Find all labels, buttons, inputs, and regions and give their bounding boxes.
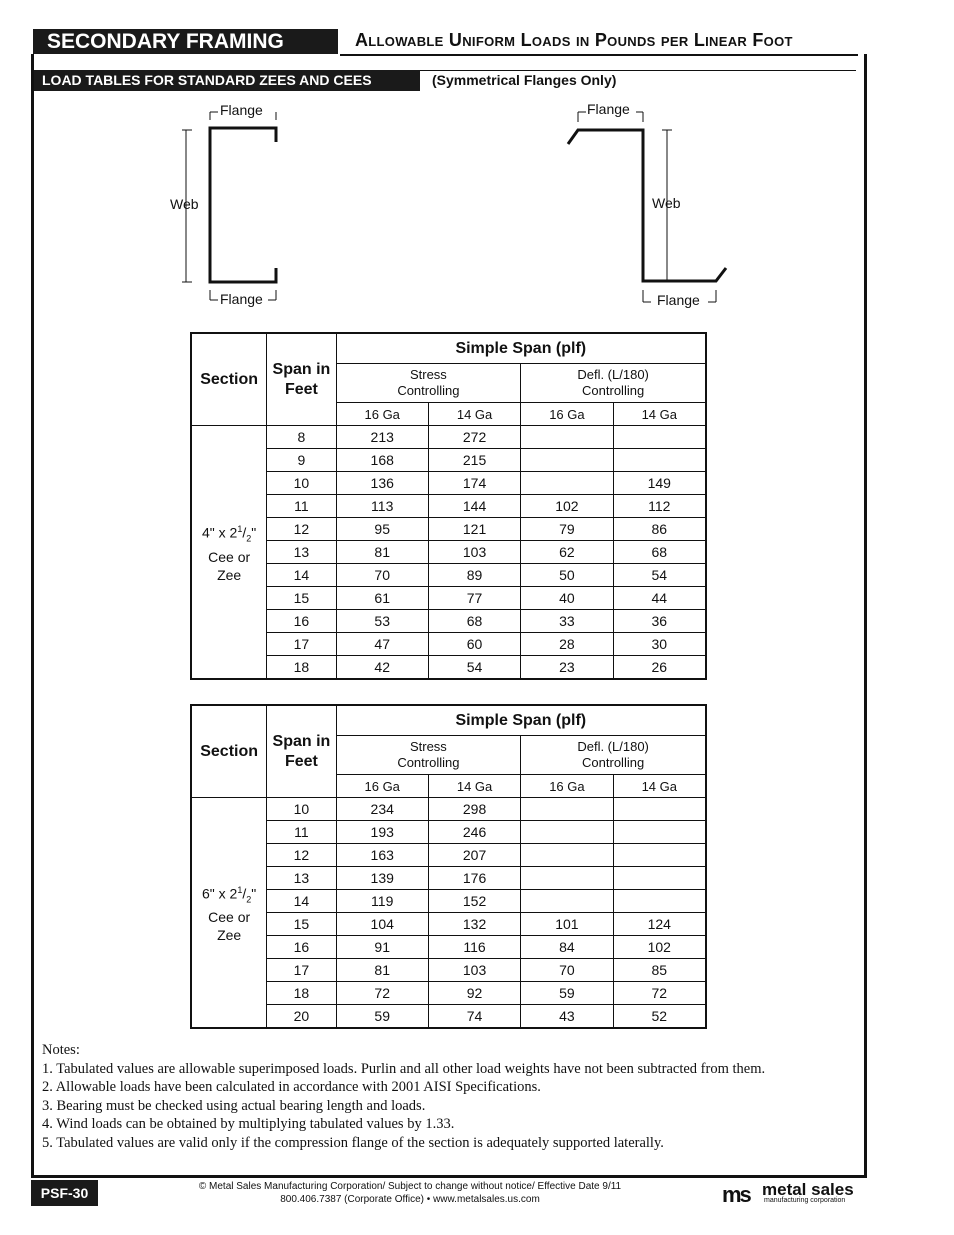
table-body — [191, 798, 706, 1029]
span-cell: 8 — [267, 426, 336, 449]
load-cell: 74 — [428, 1005, 520, 1029]
stress-controlling-header — [336, 736, 521, 775]
table-row — [191, 610, 706, 633]
load-table-4in — [190, 332, 707, 680]
load-cell: 59 — [521, 982, 613, 1005]
section-type: Zee — [217, 927, 242, 944]
load-cell: 152 — [428, 890, 520, 913]
load-cell: 61 — [336, 587, 428, 610]
load-cell: 213 — [336, 426, 428, 449]
load-cell: 86 — [613, 518, 706, 541]
defl-line2: Controlling — [582, 755, 645, 770]
span-cell: 20 — [267, 1005, 336, 1029]
span-cell: 14 — [267, 890, 336, 913]
span-header — [267, 333, 336, 426]
logo-subtitle: manufacturing corporation — [764, 1197, 846, 1204]
logo-mark: ms — [722, 1182, 750, 1207]
load-cell — [521, 844, 613, 867]
load-cell: 59 — [336, 1005, 428, 1029]
load-cell: 234 — [336, 798, 428, 821]
load-cell: 92 — [428, 982, 520, 1005]
table-row — [191, 587, 706, 610]
load-cell: 23 — [521, 656, 613, 680]
section-type: Cee or — [208, 909, 251, 926]
simple-span-header: Simple Span (plf) — [336, 333, 706, 364]
load-cell: 68 — [428, 610, 520, 633]
load-cell: 215 — [428, 449, 520, 472]
gauge-header: 14 Ga — [613, 403, 706, 426]
load-cell: 81 — [336, 959, 428, 982]
span-header-line1: Span in — [272, 732, 331, 750]
simple-span-header: Simple Span (plf) — [336, 705, 706, 736]
stress-line2: Controlling — [397, 755, 460, 770]
table-row — [191, 495, 706, 518]
footer-copyright: © Metal Sales Manufacturing Corporation/ Subject to change without notice/ Effective Date 9/11 — [198, 1181, 622, 1192]
load-cell: 113 — [336, 495, 428, 518]
table-row — [191, 518, 706, 541]
load-cell: 176 — [428, 867, 520, 890]
load-cell: 70 — [336, 564, 428, 587]
load-cell: 44 — [613, 587, 706, 610]
load-cell — [521, 449, 613, 472]
load-cell — [521, 798, 613, 821]
table-row — [191, 633, 706, 656]
table-row — [191, 982, 706, 1005]
page-subtitle: Allowable Uniform Loads in Pounds per Linear Foot — [355, 30, 793, 50]
load-cell: 298 — [428, 798, 520, 821]
gauge-header: 14 Ga — [613, 775, 706, 798]
span-cell: 17 — [267, 959, 336, 982]
span-cell: 10 — [267, 472, 336, 495]
load-cell: 85 — [613, 959, 706, 982]
section-type: Zee — [217, 566, 242, 583]
load-cell: 54 — [428, 656, 520, 680]
defl-line2: Controlling — [582, 383, 645, 398]
defl-line1: Defl. (L/180) — [577, 367, 649, 382]
table-row — [191, 472, 706, 495]
table-row — [191, 959, 706, 982]
load-cell: 139 — [336, 867, 428, 890]
load-cell: 84 — [521, 936, 613, 959]
load-cell: 149 — [613, 472, 706, 495]
section-cell: 4" x $2^1/_2$" Cee or Zee — [191, 426, 267, 680]
load-cell: 246 — [428, 821, 520, 844]
load-cell: 70 — [521, 959, 613, 982]
span-cell: 16 — [267, 610, 336, 633]
inch-mark: " — [251, 885, 257, 902]
note-item: 2. Allowable loads have been calculated in accordance with 2001 AISI Specifications. — [42, 1079, 541, 1095]
table-row — [191, 890, 706, 913]
table-row — [191, 656, 706, 680]
load-cell — [613, 449, 706, 472]
load-cell: 103 — [428, 541, 520, 564]
section-type: Cee or — [208, 548, 251, 565]
note-item: 3. Bearing must be checked using actual bearing length and loads. — [42, 1097, 426, 1114]
load-cell — [613, 798, 706, 821]
span-cell: 14 — [267, 564, 336, 587]
load-cell: 42 — [336, 656, 428, 680]
page-number: PSF-30 — [31, 1180, 98, 1206]
table-row — [191, 564, 706, 587]
span-cell: 11 — [267, 495, 336, 518]
load-cell: 116 — [428, 936, 520, 959]
load-cell: 52 — [613, 1005, 706, 1029]
stress-line2: Controlling — [397, 383, 460, 398]
span-cell: 15 — [267, 587, 336, 610]
load-cell: 62 — [521, 541, 613, 564]
zee-web-label: Web — [652, 195, 681, 211]
load-cell: 174 — [428, 472, 520, 495]
note-item: 1. Tabulated values are allowable superimposed loads. Purlin and all other load weights have not been subtracted from them. — [42, 1060, 766, 1077]
gauge-header: 14 Ga — [428, 403, 520, 426]
fraction-denominator: 2 — [246, 894, 252, 905]
stress-line1: Stress — [409, 367, 447, 382]
load-cell — [521, 890, 613, 913]
gauge-header: 16 Ga — [521, 775, 613, 798]
load-cell: 79 — [521, 518, 613, 541]
span-cell: 12 — [267, 518, 336, 541]
metal-sales-logo — [722, 1180, 872, 1208]
stress-line1: Stress — [409, 739, 447, 754]
section-note: (Symmetrical Flanges Only) — [432, 72, 617, 88]
table-row — [191, 541, 706, 564]
section-profile-diagrams — [0, 0, 954, 330]
span-cell: 10 — [267, 798, 336, 821]
span-cell: 18 — [267, 656, 336, 680]
gauge-header: 16 Ga — [336, 403, 428, 426]
section-label: LOAD TABLES FOR STANDARD ZEES AND CEES — [34, 70, 420, 91]
load-cell — [613, 890, 706, 913]
load-cell: 50 — [521, 564, 613, 587]
table-row — [191, 844, 706, 867]
load-cell: 121 — [428, 518, 520, 541]
load-cell: 272 — [428, 426, 520, 449]
load-cell — [613, 426, 706, 449]
table-row — [191, 449, 706, 472]
load-cell: 95 — [336, 518, 428, 541]
load-cell: 124 — [613, 913, 706, 936]
load-cell: 72 — [613, 982, 706, 1005]
zee-profile — [568, 112, 726, 302]
span-header-line2: Feet — [284, 380, 318, 398]
span-cell: 17 — [267, 633, 336, 656]
load-cell: 207 — [428, 844, 520, 867]
page-title: SECONDARY FRAMING — [33, 29, 338, 54]
span-cell: 11 — [267, 821, 336, 844]
defl-line1: Defl. (L/180) — [577, 739, 649, 754]
span-cell: 12 — [267, 844, 336, 867]
load-cell: 40 — [521, 587, 613, 610]
load-cell: 60 — [428, 633, 520, 656]
load-cell: 103 — [428, 959, 520, 982]
load-cell: 26 — [613, 656, 706, 680]
section-size: 6" x 2 — [202, 885, 238, 902]
span-cell: 15 — [267, 913, 336, 936]
load-cell: 81 — [336, 541, 428, 564]
load-cell: 33 — [521, 610, 613, 633]
defl-controlling-header — [521, 364, 706, 403]
note-item: 5. Tabulated values are valid only if the compression flange of the section is adequately supported laterally. — [42, 1134, 664, 1151]
load-cell: 47 — [336, 633, 428, 656]
load-cell: 112 — [613, 495, 706, 518]
table-row — [191, 936, 706, 959]
span-cell: 13 — [267, 867, 336, 890]
load-cell — [521, 472, 613, 495]
load-cell: 28 — [521, 633, 613, 656]
cee-web-label: Web — [170, 196, 199, 212]
table-body — [191, 426, 706, 680]
gauge-header: 14 Ga — [428, 775, 520, 798]
fraction-numerator: 1 — [237, 884, 243, 895]
load-cell: 91 — [336, 936, 428, 959]
load-cell: 102 — [613, 936, 706, 959]
load-cell — [613, 821, 706, 844]
fraction-denominator: 2 — [246, 533, 252, 544]
load-cell: 77 — [428, 587, 520, 610]
load-cell: 144 — [428, 495, 520, 518]
load-cell: 163 — [336, 844, 428, 867]
notes-heading: Notes: — [42, 1042, 80, 1058]
cee-bottom-flange-label: Flange — [220, 291, 263, 307]
section-size: 4" x 2 — [202, 524, 238, 541]
table-row — [191, 821, 706, 844]
span-cell: 18 — [267, 982, 336, 1005]
load-cell — [521, 867, 613, 890]
load-cell: 89 — [428, 564, 520, 587]
defl-controlling-header — [521, 736, 706, 775]
fraction-numerator: 1 — [237, 524, 243, 535]
load-table-6in — [190, 704, 707, 1029]
span-header-line1: Span in — [272, 360, 331, 378]
gauge-header: 16 Ga — [336, 775, 428, 798]
load-cell: 30 — [613, 633, 706, 656]
notes — [42, 1041, 765, 1152]
load-cell — [613, 844, 706, 867]
section-header: Section — [191, 333, 267, 426]
load-cell: 168 — [336, 449, 428, 472]
note-item: 4. Wind loads can be obtained by multiplying tabulated values by 1.33. — [42, 1116, 455, 1132]
load-cell: 119 — [336, 890, 428, 913]
table-row — [191, 913, 706, 936]
load-cell: 102 — [521, 495, 613, 518]
load-cell: 193 — [336, 821, 428, 844]
span-cell: 13 — [267, 541, 336, 564]
load-cell: 53 — [336, 610, 428, 633]
span-cell: 16 — [267, 936, 336, 959]
section-cell: 6" x $2^1/_2$" Cee or Zee — [191, 798, 267, 1029]
load-cell: 68 — [613, 541, 706, 564]
footer-text — [150, 1180, 670, 1206]
table-row — [191, 1005, 706, 1029]
load-cell: 36 — [613, 610, 706, 633]
span-cell: 9 — [267, 449, 336, 472]
zee-top-flange-label: Flange — [587, 101, 630, 117]
cee-top-flange-label: Flange — [220, 102, 263, 118]
gauge-header: 16 Ga — [521, 403, 613, 426]
load-cell: 136 — [336, 472, 428, 495]
table-row — [191, 426, 706, 449]
load-cell: 101 — [521, 913, 613, 936]
load-cell — [521, 426, 613, 449]
load-cell — [521, 821, 613, 844]
footer-contact: 800.406.7387 (Corporate Office) • www.metalsales.us.com — [280, 1194, 540, 1205]
load-cell: 104 — [336, 913, 428, 936]
load-cell: 132 — [428, 913, 520, 936]
span-header — [267, 705, 336, 798]
load-cell: 54 — [613, 564, 706, 587]
table-row — [191, 798, 706, 821]
stress-controlling-header — [336, 364, 521, 403]
section-header: Section — [191, 705, 267, 798]
table-row — [191, 867, 706, 890]
load-cell — [613, 867, 706, 890]
span-header-line2: Feet — [284, 752, 318, 770]
load-cell: 43 — [521, 1005, 613, 1029]
load-cell: 72 — [336, 982, 428, 1005]
inch-mark: " — [251, 524, 257, 541]
logo-name: metal sales — [762, 1180, 854, 1199]
zee-bottom-flange-label: Flange — [657, 292, 700, 308]
